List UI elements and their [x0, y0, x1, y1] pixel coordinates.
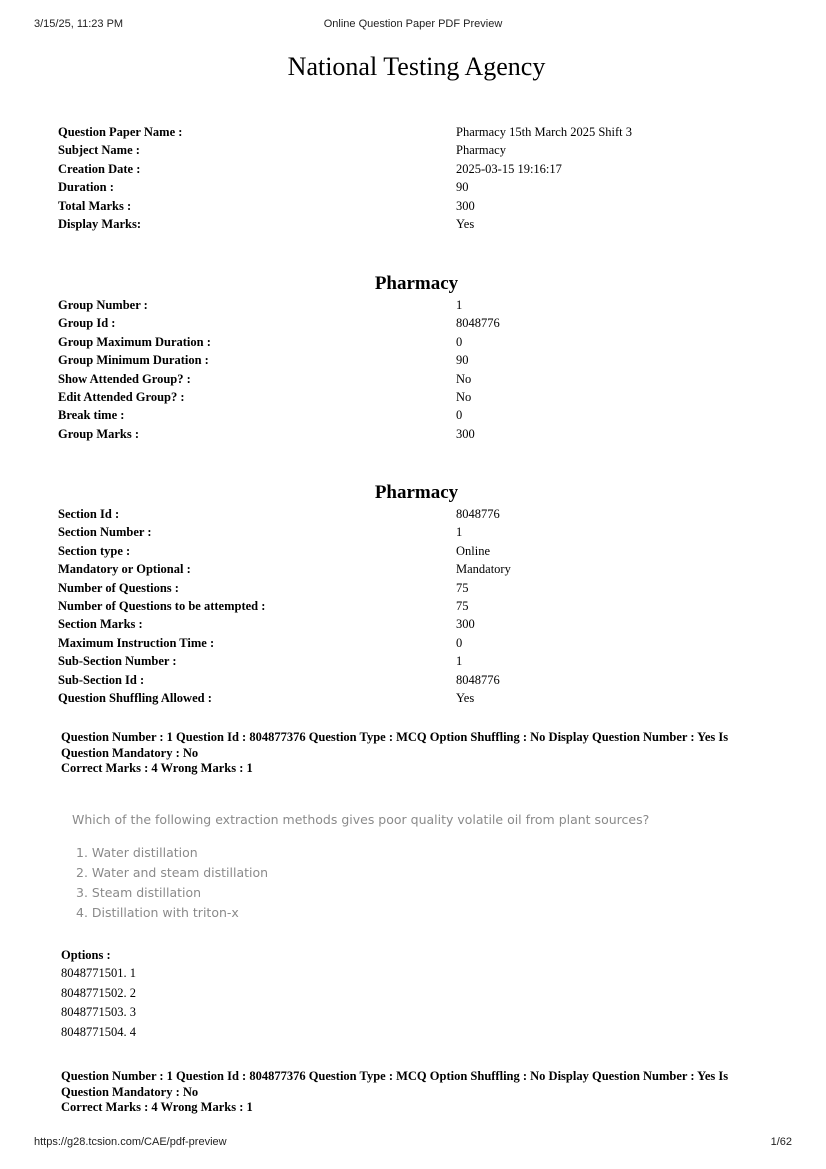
- info-label: Maximum Instruction Time :: [58, 635, 215, 650]
- question-image: [62, 800, 662, 930]
- info-label: Section Marks :: [58, 617, 143, 632]
- group-heading: Pharmacy: [374, 273, 459, 294]
- info-label: Break time :: [58, 408, 125, 423]
- info-row: [58, 178, 778, 196]
- info-value: 0: [456, 408, 463, 423]
- info-value: 90: [456, 353, 469, 368]
- info-label: Sub-Section Id :: [58, 672, 145, 687]
- info-label: Sub-Section Number :: [58, 654, 177, 669]
- info-label: Section type :: [58, 543, 131, 558]
- info-value: 1: [456, 654, 463, 669]
- info-value: 300: [456, 426, 475, 441]
- info-value: 8048776: [456, 316, 500, 331]
- info-label: Group Number :: [58, 298, 148, 312]
- paper-info-table: [58, 123, 778, 233]
- info-row: [58, 370, 778, 388]
- question-marks-line: Correct Marks : 4 Wrong Marks : 1: [61, 761, 253, 775]
- question-meta-line: Question Number : 1 Question Id : 804877376 Question Type : MCQ Option Shuffling : No Display Question Number : Yes Is: [61, 1069, 729, 1083]
- info-label: Duration :: [58, 180, 114, 195]
- info-value: 2025-03-15 19:16:17: [456, 161, 562, 176]
- info-label: Subject Name :: [58, 143, 140, 158]
- info-value: No: [456, 389, 472, 404]
- info-value: Pharmacy: [456, 143, 506, 158]
- info-label: Question Paper Name :: [58, 125, 183, 139]
- info-value: Yes: [456, 690, 475, 705]
- info-label: Display Marks:: [58, 216, 141, 231]
- info-label: Total Marks :: [58, 198, 132, 213]
- info-value: 75: [456, 580, 469, 595]
- info-row: [58, 425, 778, 443]
- info-value: 8048776: [456, 507, 500, 521]
- question-meta-line: Question Mandatory : No: [61, 745, 199, 760]
- info-label: Section Number :: [58, 525, 152, 540]
- option-item: 8048771503. 3: [61, 1005, 136, 1020]
- question-choice: 1. Water distillation: [76, 845, 198, 860]
- info-row: [58, 388, 778, 406]
- option-item: 8048771504. 4: [61, 1025, 136, 1040]
- info-value: 90: [456, 180, 469, 195]
- question-meta: [61, 1069, 781, 1116]
- info-row: [58, 671, 778, 689]
- info-label: Question Shuffling Allowed :: [58, 690, 212, 705]
- info-value: Online: [456, 543, 491, 558]
- info-value: 1: [456, 298, 463, 312]
- question-choice: 3. Steam distillation: [76, 885, 202, 900]
- info-row: [58, 560, 778, 578]
- info-row: [58, 406, 778, 424]
- document-title: National Testing Agency: [287, 52, 546, 81]
- info-value: No: [456, 371, 472, 386]
- info-value: 0: [456, 334, 463, 349]
- option-item: 8048771501. 1: [61, 966, 136, 980]
- info-value: 1: [456, 525, 463, 540]
- info-row: [58, 542, 778, 560]
- section-info-table: [58, 505, 778, 707]
- info-row: [58, 197, 778, 215]
- info-row: [58, 652, 778, 670]
- info-row: [58, 505, 778, 523]
- option-item: 8048771502. 2: [61, 985, 136, 1000]
- section-heading: Pharmacy: [374, 482, 459, 503]
- info-label: Section Id :: [58, 507, 120, 521]
- info-label: Edit Attended Group? :: [58, 389, 185, 404]
- info-label: Group Marks :: [58, 426, 140, 441]
- info-value: 8048776: [456, 672, 500, 687]
- info-row: [58, 160, 778, 178]
- question-choice: 2. Water and steam distillation: [76, 865, 269, 880]
- print-page-number: 1/62: [770, 1136, 792, 1148]
- info-row: [58, 523, 778, 541]
- info-row: [58, 123, 778, 141]
- info-value: 300: [456, 198, 475, 213]
- print-datetime: 3/15/25, 11:23 PM: [34, 18, 124, 30]
- info-label: Creation Date :: [58, 161, 141, 176]
- info-value: Yes: [456, 216, 475, 231]
- info-row: [58, 689, 778, 707]
- info-row: [58, 215, 778, 233]
- options-list: [61, 946, 136, 1043]
- info-value: Mandatory: [456, 562, 511, 577]
- info-row: [58, 314, 778, 332]
- info-label: Mandatory or Optional :: [58, 562, 191, 577]
- info-value: Pharmacy 15th March 2025 Shift 3: [456, 125, 633, 139]
- group-info-table: [58, 296, 778, 443]
- question-meta-line: Question Mandatory : No: [61, 1084, 199, 1099]
- info-label: Group Id :: [58, 316, 116, 331]
- print-page-title: Online Question Paper PDF Preview: [323, 18, 503, 30]
- info-label: Number of Questions to be attempted :: [58, 598, 266, 613]
- info-value: 0: [456, 635, 463, 650]
- info-label: Show Attended Group? :: [58, 371, 191, 386]
- question-meta: [61, 730, 781, 777]
- info-value: 300: [456, 617, 475, 632]
- info-row: [58, 615, 778, 633]
- info-value: 75: [456, 598, 469, 613]
- info-row: [58, 333, 778, 351]
- question-marks-line: Correct Marks : 4 Wrong Marks : 1: [61, 1100, 253, 1114]
- info-row: [58, 141, 778, 159]
- question-choice: 4. Distillation with triton-x: [76, 905, 239, 920]
- info-label: Group Maximum Duration :: [58, 334, 211, 349]
- info-row: [58, 634, 778, 652]
- info-row: [58, 351, 778, 369]
- question-meta-line: Question Number : 1 Question Id : 804877376 Question Type : MCQ Option Shuffling : No Display Question Number : Yes Is: [61, 730, 729, 744]
- info-row: [58, 296, 778, 314]
- info-label: Number of Questions :: [58, 580, 179, 595]
- info-row: [58, 597, 778, 615]
- print-url: https://g28.tcsion.com/CAE/pdf-preview: [34, 1136, 227, 1148]
- question-text: Which of the following extraction methods gives poor quality volatile oil from plant sources?: [72, 812, 650, 827]
- info-row: [58, 579, 778, 597]
- options-label: Options :: [61, 948, 111, 962]
- info-label: Group Minimum Duration :: [58, 353, 209, 368]
